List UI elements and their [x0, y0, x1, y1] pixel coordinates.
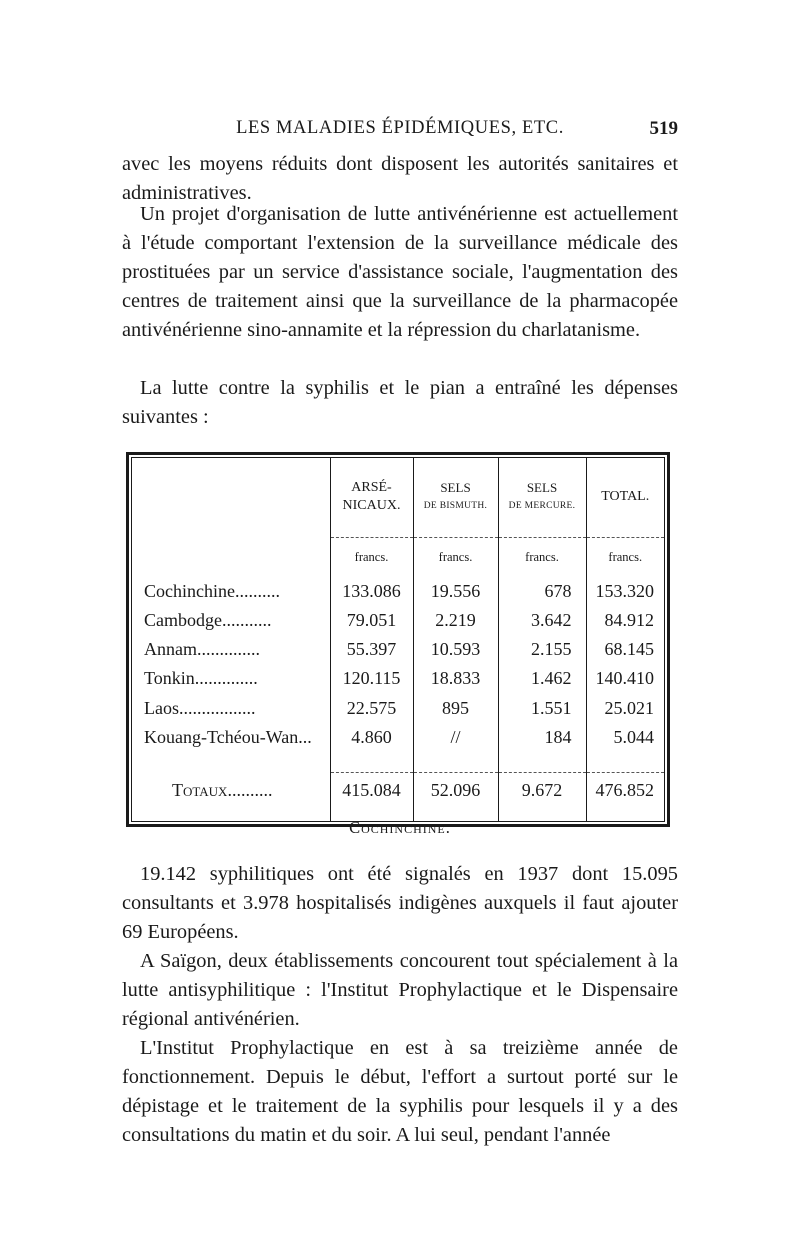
paragraph-4: 19.142 syphilitiques ont été signalés en 1937 dont 15.095 consultants et 3.978 hospitalisés indigènes auxquels il faut ajouter 69 Européens.: [122, 863, 678, 943]
cell-arsenicaux: 133.086: [330, 576, 413, 605]
paragraph-block-4: [122, 860, 678, 1150]
table-row: [132, 694, 664, 723]
paragraph-block-3: [122, 374, 678, 432]
row-label: Kouang-Tchéou-Wan...: [144, 726, 312, 747]
table-row: [132, 635, 664, 664]
table-row: [132, 664, 664, 693]
cell-arsenicaux: 79.051: [330, 606, 413, 635]
page-number: 519: [649, 118, 678, 139]
header-mercure-line1: SELS: [526, 480, 558, 496]
row-label: Cambodge...........: [144, 609, 272, 630]
spacer-cell: [413, 752, 498, 773]
cell-total: 140.410: [586, 664, 664, 693]
header-arsenicaux-line2: NICAUX.: [342, 498, 401, 514]
table-row: [132, 723, 664, 752]
spacer-cell: [330, 752, 413, 773]
table-inner-border: [131, 457, 665, 822]
spacer-cell: [498, 752, 586, 773]
total-mercure: 9.672: [498, 773, 586, 807]
cell-total: 153.320: [586, 576, 664, 605]
paragraph-5: A Saïgon, deux établissements concourent tout spécialement à la lutte antisyphilitique : l'Institut Prophylactique et le Dispensaire régional antivénérien.: [122, 950, 678, 1030]
cell-bismuth: //: [413, 723, 498, 752]
table-row: [132, 606, 664, 635]
header-bismuth-line2: DE BISMUTH.: [423, 501, 488, 512]
cell-bismuth: 19.556: [413, 576, 498, 605]
units-row: [132, 537, 664, 576]
expenses-table: [126, 452, 670, 827]
cell-arsenicaux: 4.860: [330, 723, 413, 752]
cell-arsenicaux: 55.397: [330, 635, 413, 664]
table-row: [132, 576, 664, 605]
table-header-row: [132, 458, 664, 537]
cell-mercure: 1.551: [498, 694, 586, 723]
cell-arsenicaux: 120.115: [330, 664, 413, 693]
paragraph-1: avec les moyens réduits dont disposent les autorités sanitaires et administratives.: [122, 153, 678, 204]
header-mercure: [498, 458, 586, 537]
cell-total: 5.044: [586, 723, 664, 752]
totals-row: [132, 773, 664, 807]
header-empty-cell: [132, 458, 330, 537]
cell-total: 84.912: [586, 606, 664, 635]
unit-cell: francs.: [586, 537, 664, 576]
row-label: Laos.................: [144, 697, 256, 718]
cell-mercure: 678: [498, 576, 586, 605]
spacer-row: [132, 752, 664, 773]
row-label: Annam..............: [144, 639, 260, 660]
cell-bismuth: 895: [413, 694, 498, 723]
cell-total: 68.145: [586, 635, 664, 664]
section-title: Cochinchine.: [349, 818, 451, 837]
header-bismuth-line1: SELS: [440, 480, 471, 496]
paragraph-block-2: [122, 200, 678, 345]
paragraph-2: Un projet d'organisation de lutte antivénérienne est actuellement à l'étude comportant l'extension de la surveillance médicale des prostituées par un service d'assistance sociale, l'augmentation des centres de traitement ainsi que la surveillance de la pharmacopée antivénérienne sino-annamite et la répression du charlatanisme.: [122, 203, 678, 341]
header-mercure-line2: DE MERCURE.: [508, 501, 576, 512]
cell-bismuth: 10.593: [413, 635, 498, 664]
total-arsenicaux: 415.084: [330, 773, 413, 807]
spacer-cell: [132, 752, 330, 773]
header-arsenicaux: [330, 458, 413, 537]
cell-mercure: 1.462: [498, 664, 586, 693]
cell-mercure: 2.155: [498, 635, 586, 664]
page-header: [122, 118, 678, 148]
unit-cell: francs.: [330, 537, 413, 576]
header-arsenicaux-line1: ARSÉ-: [351, 480, 392, 496]
cell-bismuth: 18.833: [413, 664, 498, 693]
paragraph-6: L'Institut Prophylactique en est à sa treizième année de fonctionnement. Depuis le début, l'effort a surtout porté sur le dépistage et le traitement de la syphilis pour lesquels il y a des consultations du matin et du soir. A lui seul, pendant l'année: [122, 1037, 678, 1146]
cell-bismuth: 2.219: [413, 606, 498, 635]
section-heading: [122, 818, 678, 838]
paragraph-3: La lutte contre la syphilis et le pian a entraîné les dépenses suivantes :: [122, 377, 678, 428]
unit-cell: francs.: [498, 537, 586, 576]
totals-label: Totaux..........: [172, 779, 273, 800]
total-bismuth: 52.096: [413, 773, 498, 807]
running-title: LES MALADIES ÉPIDÉMIQUES, ETC.: [236, 118, 564, 138]
cell-mercure: 3.642: [498, 606, 586, 635]
cell-total: 25.021: [586, 694, 664, 723]
expenses-grid: [132, 458, 664, 821]
row-label: Cochinchine..........: [144, 580, 280, 601]
cell-mercure: 184: [498, 723, 586, 752]
cell-arsenicaux: 22.575: [330, 694, 413, 723]
header-bismuth: [413, 458, 498, 537]
unit-cell: francs.: [413, 537, 498, 576]
units-empty-cell: [132, 537, 330, 576]
spacer-cell: [586, 752, 664, 773]
header-total: TOTAL.: [586, 458, 664, 537]
row-label: Tonkin..............: [144, 668, 258, 689]
grand-total: 476.852: [586, 773, 664, 807]
